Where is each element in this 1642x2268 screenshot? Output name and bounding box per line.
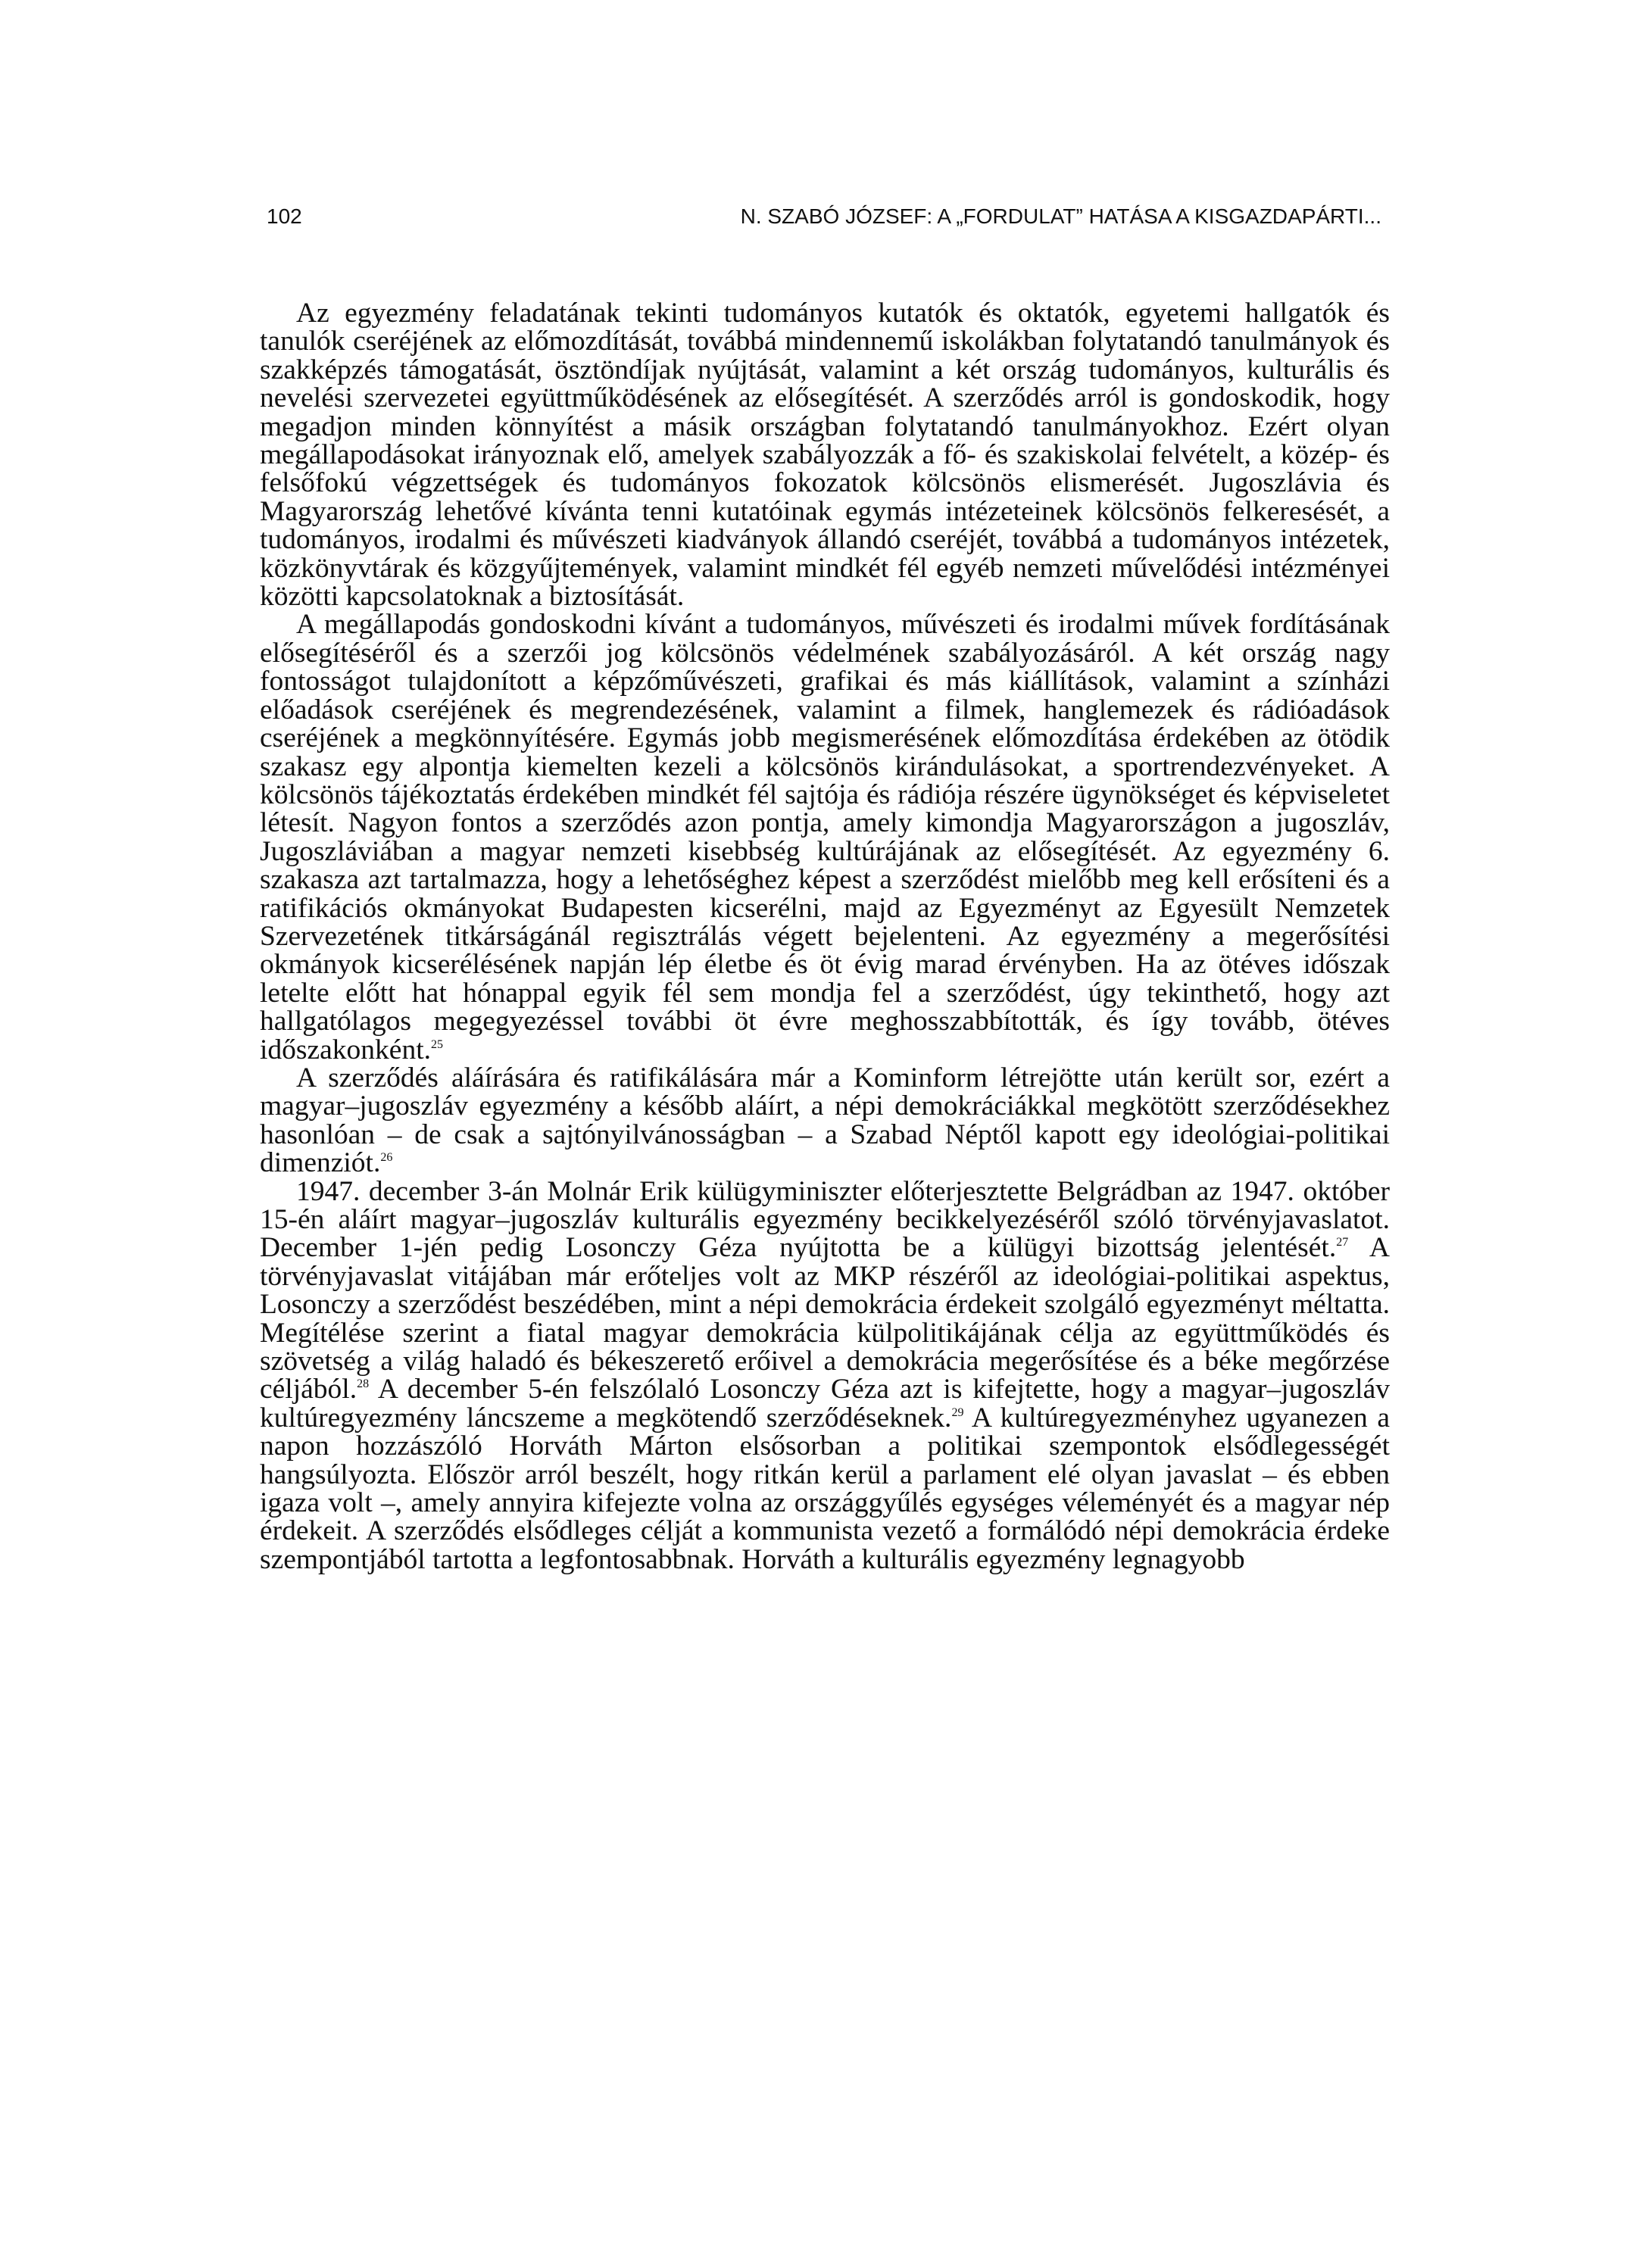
footnote-marker: 28 bbox=[357, 1377, 370, 1391]
page-number: 102 bbox=[267, 204, 302, 228]
body-text bbox=[260, 299, 1390, 1574]
footnote-marker: 27 bbox=[1336, 1236, 1349, 1249]
footnote-marker: 29 bbox=[951, 1405, 964, 1419]
footnote-marker: 25 bbox=[431, 1037, 443, 1051]
paragraph-text: A kultúregyezményhez ugyanezen a napon hozzászóló Horváth Márton elsősorban a politikai szempontok elsődlegességét hangsúlyozta. Először arról beszélt, hogy ritkán kerül a parlament elé olyan javaslat – és ebben igaza volt –, amely annyira kifejezte volna az országgyűlés egységes véleményét és a magyar nép érdekeit. A szerződés elsődleges célját a kommunista vezető a formálódó népi demokrácia érdeke szempontjából tartotta a legfontosabbnak. Horváth a kulturális egyezmény legnagyobb bbox=[260, 1402, 1390, 1575]
paragraph-text: A december 5-én felszólaló Losonczy Géza azt is kifejtette, hogy a magyar–jugoszláv kultúregyezmény láncszeme a megkötendő szerződéseknek. bbox=[260, 1374, 1390, 1433]
paragraph-text: A törvényjavaslat vitájában már erőteljes volt az MKP részéről az ideológiai-politikai aspektus, Losonczy a szerződést beszédében, mint a népi demokrácia érdekeit szolgáló egyezményt méltatta. Megítélése szerint a fiatal magyar demokrácia külpolitikájának célja az együttműködés és szövetség a világ haladó és békeszerető erőivel a demokrácia megerősítése és a béke megőrzése céljából. bbox=[260, 1232, 1390, 1405]
paragraph-text: A szerződés aláírására és ratifikálására már a Kominform létrejötte után került sor, ezért a magyar–jugoszláv egyezmény a később aláírt, a népi demokráciákkal megkötött szerződésekhez hasonlóan – de csak a sajtónyilvánosságban – a Szabad Néptől kapott egy ideológiai-politikai dimenziót. bbox=[260, 1062, 1390, 1179]
paragraph bbox=[260, 1064, 1390, 1178]
paragraph bbox=[260, 1175, 1390, 1575]
paragraph bbox=[260, 610, 1390, 1064]
paragraph-text: 1947. december 3-án Molnár Erik külügyminiszter előterjesztette Belgrádban az 1947. október 15-én aláírt magyar–jugoszláv kulturális egyezmény becikkelyezéséről szóló törvényjavaslatot. December 1-jén pedig Losonczy Géza nyújtotta be a külügyi bizottság jelentését. bbox=[260, 1175, 1390, 1264]
running-header bbox=[267, 204, 1381, 235]
footnote-marker: 26 bbox=[380, 1151, 393, 1165]
paragraph-text: A megállapodás gondoskodni kívánt a tudományos, művészeti és irodalmi művek fordításának elősegítéséről és a szerzői jog kölcsönös védelmének szabályozásáról. A két ország nagy fontosságot tulajdonított a képzőművészeti, grafikai és más kiállítások, valamint a színházi előadások cseréjének és megrendezésének, valamint a filmek, hanglemezek és rádióadások cseréjének a megkönnyítésére. Egymás jobb megismerésének előmozdítása érdekében az ötödik szakasz egy alpontja kiemelten kezeli a kölcsönös kirándulásokat, a sportrendezvényeket. A kölcsönös tájékoztatás érdekében mindkét fél sajtója és rádiója részére ügynökséget és képviseletet létesít. Nagyon fontos a szerződés azon pontja, amely kimondja Magyarországon a jugoszláv, Jugoszláviában a magyar nemzeti kisebbség kultúrájának az elősegítését. Az egyezmény 6. szakasza azt tartalmazza, hogy a lehetőséghez képest a szerződést mielőbb meg kell erősíteni és a ratifikációs okmányokat Budapesten kicserélni, majd az Egyezményt az Egyesült Nemzetek Szervezetének titkárságánál regisztrálás végett bejelenteni. Az egyezmény a megerősítési okmányok kicserélésének napján lép életbe és öt évig marad érvényben. Ha az ötéves időszak letelte előtt hat hónappal egyik fél sem mondja fel a szerződést, úgy tekinthető, hogy azt hallgatólagos megegyezéssel további öt évre meghosszabbították, és így tovább, ötéves időszakonként. bbox=[260, 609, 1390, 1065]
paragraph-text: Az egyezmény feladatának tekinti tudományos kutatók és oktatók, egyetemi hallgatók és tanulók cseréjének az előmozdítását, továbbá mindennemű iskolákban folytatandó tanulmányok és szakképzés támogatását, ösztöndíjak nyújtását, valamint a két ország tudományos, kulturális és nevelési szervezetei együttműködésének az elősegítését. A szerződés arról is gondoskodik, hogy megadjon minden könnyítést a másik országban folytatandó tanulmányokhoz. Ezért olyan megállapodásokat irányoznak elő, amelyek szabályozzák a fő- és szakiskolai felvételt, a közép- és felsőfokú végzettségek és tudományos fokozatok kölcsönös elismerését. Jugoszlávia és Magyarország lehetővé kívánta tenni kutatóinak egymás intézeteinek kölcsönös felkeresését, a tudományos, irodalmi és művészeti kiadványok állandó cseréjét, továbbá a tudományos intézetek, közkönyvtárak és közgyűjtemények, valamint mindkét fél egyéb nemzeti művelődési intézményei közötti kapcsolatoknak a biztosítását. bbox=[260, 298, 1390, 613]
paragraph bbox=[260, 298, 1390, 613]
running-title: N. SZABÓ JÓZSEF: A „FORDULAT” HATÁSA A KISGAZDAPÁRTI... bbox=[740, 204, 1381, 228]
